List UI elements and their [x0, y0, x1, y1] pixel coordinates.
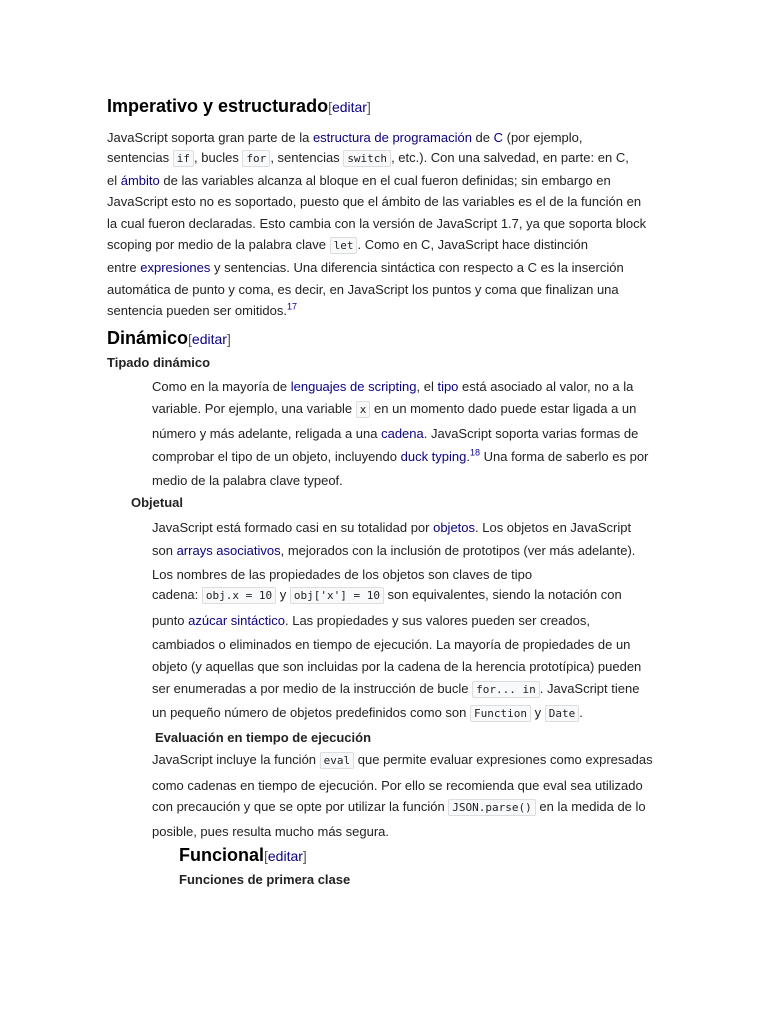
section-title: Funcional [179, 845, 264, 865]
text: , bucles [194, 150, 243, 165]
objetual-line-7: objeto (y aquellas que son incluidas por la cadena de la herencia prototípica) pueden [152, 659, 642, 674]
section-title: Imperativo y estructurado [107, 96, 329, 116]
text: y [276, 587, 290, 602]
text: en la medida de lo [535, 799, 646, 814]
imperativo-line-8: automática de punto y coma, es decir, en JavaScript los puntos y coma que finalizan una [107, 282, 619, 297]
text: (por ejemplo, [503, 130, 583, 145]
text: de [471, 130, 494, 145]
text: entre [107, 260, 141, 275]
code-switch: switch [343, 150, 391, 167]
imperativo-line-3 [107, 172, 611, 190]
edit-bracket-close: ] [366, 99, 371, 115]
tipado-line-2 [152, 400, 636, 419]
edit-bracket-close: ] [226, 331, 231, 347]
objetual-line-6: cambiados o eliminados en tiempo de ejecución. La mayoría de propiedades de un [152, 637, 631, 652]
text: JavaScript incluye la función [152, 752, 320, 767]
heading-imperativo [107, 96, 371, 117]
edit-bracket-open: [ [328, 99, 332, 115]
imperativo-line-2 [107, 149, 629, 168]
text: scoping por medio de la palabra clave [107, 237, 330, 252]
code-for: for [242, 150, 270, 167]
text: , mejorados con la inclusión de prototipos (ver más adelante). [280, 543, 636, 558]
section-title: Dinámico [107, 328, 189, 348]
subheading-tipado-dinamico: Tipado dinámico [107, 355, 211, 370]
edit-bracket-close: ] [302, 848, 307, 864]
link-azucar-sintactico[interactable]: azúcar sintáctico [188, 613, 285, 628]
text: Como en la mayoría de [152, 379, 291, 394]
objetual-line-1 [152, 519, 631, 537]
subheading-objetual: Objetual [131, 495, 184, 510]
text: sentencia pueden ser omitidos. [107, 303, 287, 318]
text: sentencias [107, 150, 173, 165]
text: número y más adelante, religada a una [152, 426, 382, 441]
text: . [579, 705, 583, 720]
code-for-in: for... in [472, 681, 540, 698]
text: punto [152, 613, 189, 628]
tipado-line-5: medio de la palabra clave typeof. [152, 473, 343, 488]
link-estructura-programacion[interactable]: estructura de programación [312, 130, 472, 145]
edit-link-funcional[interactable] [264, 848, 307, 864]
objetual-line-9 [152, 704, 583, 723]
edit-link-imperativo[interactable] [328, 99, 371, 115]
link-lenguajes-scripting[interactable]: lenguajes de scripting [290, 379, 417, 394]
code-date: Date [545, 705, 580, 722]
ref-17-link[interactable]: 17 [286, 301, 297, 312]
imperativo-line-5: la cual fueron declaradas. Esto cambia con la versión de JavaScript 1.7, ya que soporta block [107, 216, 647, 231]
text: variable. Por ejemplo, una variable [152, 401, 356, 416]
link-tipo[interactable]: tipo [437, 379, 459, 394]
text: comprobar el tipo de un objeto, incluyendo [152, 449, 401, 464]
link-ambito[interactable]: ámbito [120, 173, 160, 188]
link-c[interactable]: C [493, 130, 504, 145]
text: que permite evaluar expresiones como expresadas [354, 752, 653, 767]
link-expresiones[interactable]: expresiones [140, 260, 211, 275]
code-eval: eval [320, 752, 355, 769]
code-json-parse: JSON.parse() [448, 799, 535, 816]
code-if: if [173, 150, 194, 167]
code-obj-x: obj.x = 10 [202, 587, 276, 604]
edit-label[interactable]: editar [331, 99, 367, 115]
objetual-line-2 [152, 542, 635, 560]
heading-dinamico [107, 328, 231, 349]
imperativo-line-6 [107, 236, 588, 255]
objetual-line-4 [152, 586, 622, 605]
text: en un momento dado puede estar ligada a un [370, 401, 637, 416]
evaluacion-line-2: como cadenas en tiempo de ejecución. Por ello se recomienda que eval sea utilizado [152, 778, 643, 793]
subheading-funciones-primera-clase: Funciones de primera clase [179, 872, 351, 887]
evaluacion-line-3 [152, 798, 646, 817]
text: son equivalentes, siendo la notación con [383, 587, 622, 602]
text: . JavaScript soporta varias formas de [423, 426, 639, 441]
code-let: let [330, 237, 358, 254]
imperativo-line-4: JavaScript esto no es soportado, puesto que el ámbito de las variables es el de la función en [107, 194, 642, 209]
text: y sentencias. Una diferencia sintáctica con respecto a C es la inserción [210, 260, 624, 275]
link-cadena[interactable]: cadena [381, 426, 424, 441]
text: . [466, 449, 470, 464]
link-arrays-asociativos[interactable]: arrays asociativos [176, 543, 281, 558]
text: está asociado al valor, no a la [458, 379, 634, 394]
heading-funcional [179, 845, 307, 866]
code-obj-bracket-x: obj['x'] = 10 [290, 587, 384, 604]
text: JavaScript está formado casi en su totalidad por [152, 520, 434, 535]
tipado-line-4 [152, 448, 648, 466]
text: , etc.). Con una salvedad, en parte: en C, [391, 150, 629, 165]
imperativo-line-1 [107, 129, 583, 147]
code-x: x [356, 401, 371, 418]
text: un pequeño número de objetos predefinidos como son [152, 705, 470, 720]
text: , sentencias [270, 150, 344, 165]
tipado-line-1 [152, 378, 633, 396]
link-duck-typing[interactable]: duck typing [400, 449, 467, 464]
code-function: Function [470, 705, 531, 722]
text: . Como en C, JavaScript hace distinción [357, 237, 588, 252]
objetual-line-3: Los nombres de las propiedades de los objetos son claves de tipo [152, 567, 533, 582]
evaluacion-line-1 [152, 751, 653, 770]
link-objetos[interactable]: objetos [433, 520, 476, 535]
tipado-line-3 [152, 425, 638, 443]
edit-link-dinamico[interactable] [188, 331, 231, 347]
edit-bracket-open: [ [264, 848, 268, 864]
objetual-line-5 [152, 612, 590, 630]
imperativo-line-9 [107, 302, 297, 320]
text: el [107, 173, 121, 188]
edit-bracket-open: [ [188, 331, 192, 347]
text: y [530, 705, 545, 720]
text: , el [416, 379, 438, 394]
text: Una forma de saberlo es por [480, 449, 649, 464]
imperativo-line-7 [107, 259, 624, 277]
text: . JavaScript tiene [539, 681, 640, 696]
text: son [152, 543, 177, 558]
text: . Las propiedades y sus valores pueden ser creados, [284, 613, 590, 628]
evaluacion-line-4: posible, pues resulta mucho más segura. [152, 824, 390, 839]
text: cadena: [152, 587, 202, 602]
text: . Los objetos en JavaScript [475, 520, 632, 535]
text: de las variables alcanza al bloque en el cual fueron definidas; sin embargo en [159, 173, 611, 188]
objetual-line-8 [152, 680, 639, 699]
text: JavaScript soporta gran parte de la [107, 130, 313, 145]
subheading-evaluacion: Evaluación en tiempo de ejecución [155, 730, 372, 745]
text: con precaución y que se opte por utilizar la función [152, 799, 449, 814]
ref-18-link[interactable]: 18 [470, 447, 481, 458]
edit-label[interactable]: editar [191, 331, 227, 347]
edit-label[interactable]: editar [267, 848, 303, 864]
text: ser enumeradas a por medio de la instrucción de bucle [152, 681, 473, 696]
